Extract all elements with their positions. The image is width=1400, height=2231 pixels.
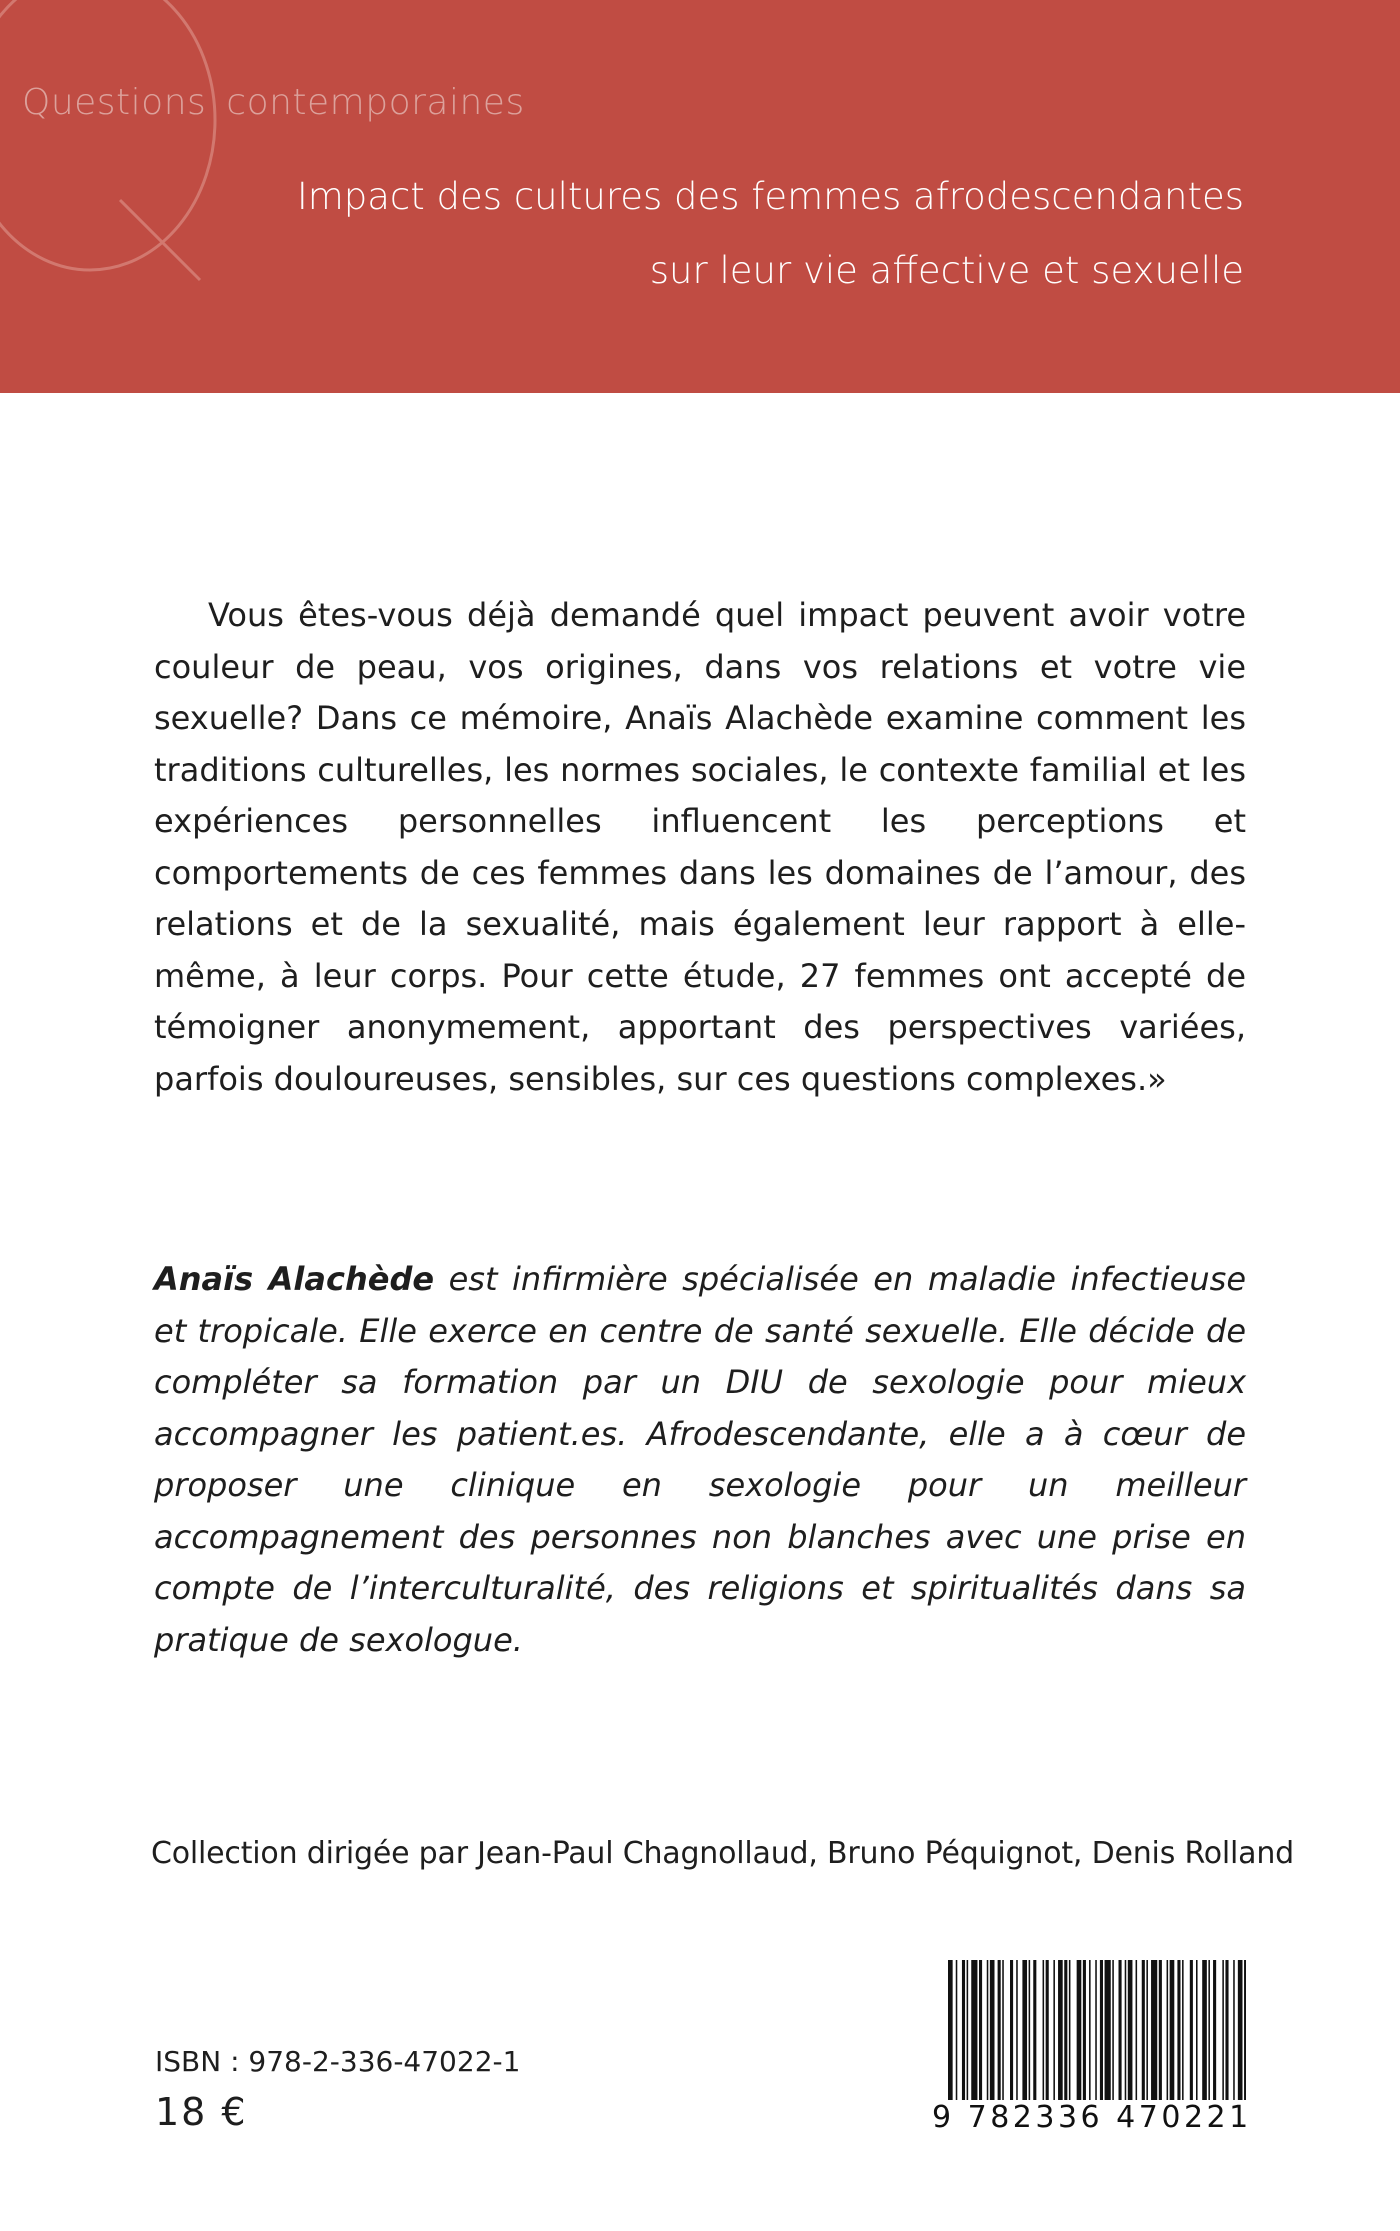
title-line-2: sur leur vie affective et sexuelle	[649, 249, 1244, 292]
book-summary: Vous êtes-vous déjà demandé quel impact peuvent avoir votre couleur de peau, vos origines, dans vos relations et votre vie sexuelle? Dans ce mémoire, Anaïs Alachède examine comment les traditions culturelles, les normes sociales, le contexte familial et les expériences personnelles influencent les perceptions et comportements de ces femmes dans les domaines de l’amour, des relations et de la sexualité, mais également leur rapport à elle-même, à leur corps. Pour cette étude, 27 femmes ont accepté de témoigner anonymement, apportant des perspectives variées, parfois douloureuses, sensibles, sur ces questions complexes.»	[154, 596, 1246, 1098]
cover-header-band	[0, 0, 1400, 393]
price: 18 €	[155, 2090, 248, 2134]
author-bio-text: est infirmière spécialisée en maladie infectieuse et tropicale. Elle exerce en centre de santé sexuelle. Elle décide de compléter sa formation par un DIU de sexologie pour mieux accompagner les patient.es. Afrodescendante, elle a à cœur de proposer une clinique en sexologie pour un meilleur accompagnement des personnes non blanches avec une prise en compte de l’interculturalité, des religions et spiritualités dans sa pratique de sexologue.	[154, 1260, 1247, 1659]
author-bio	[154, 1254, 1246, 1666]
collection-directors: Collection dirigée par Jean-Paul Chagnollaud, Bruno Péquignot, Denis Rolland	[151, 1836, 1295, 1871]
series-label-right: contemporaines	[226, 82, 525, 123]
series-q-logo-icon	[0, 0, 250, 300]
series-label	[22, 82, 525, 123]
author-name: Anaïs Alachède	[154, 1260, 435, 1298]
title-line-1: Impact des cultures des femmes afrodescendantes	[296, 175, 1244, 218]
barcode-digits: 9 782336 470221	[928, 2100, 1256, 2135]
book-title	[297, 160, 1244, 308]
series-label-left: Questions	[22, 82, 207, 123]
isbn: ISBN : 978-2-336-47022-1	[155, 2045, 521, 2078]
